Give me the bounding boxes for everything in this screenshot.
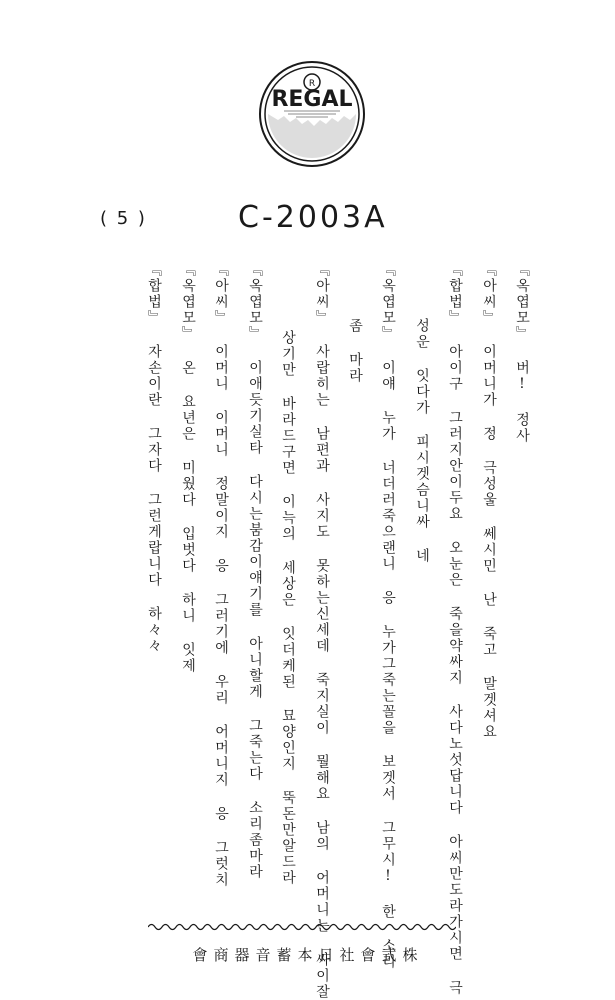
page-number: ( 5 ) [100,208,147,229]
publisher-name: 會商器音蓄本日社會式株 [192,946,424,964]
lyric-column: 『옥엽모』 온 요년은 미웠다 입벗다 하니 잇제 [180,262,196,674]
lyric-column: 『옥엽모』 이애듯기실타 다시는붐감이얘기를 아니할게 그죽는다 소리좀마라 [247,262,263,880]
lyric-column: 『아씨』 이머니가 정 극성울 쎄시민 난 죽고 말겟셔요 [481,262,497,740]
lyric-column: 『합법』 자손이란 그자다 그런게랍니다 하々々 [146,262,162,654]
lyric-column: 좀 마라 [347,318,363,384]
lyric-column: 상기만 바라드구면 이늑의 세상은 잇더케된 묘양인지 뚝돈만알드라 [280,330,296,886]
regal-logo-graphic [258,60,366,168]
lyric-column: 『아씨』 사랍히는 남편과 사지도 못하는신세데 죽지실이 뭘해요 남의 어머니는 싸이잘 [314,262,330,1000]
lyric-column: 『아씨』 이머니 이머니 정말이지 응 그러기에 우리 어머니지 응 그럿치 [213,262,229,888]
catalog-number: C-2003A [238,200,388,235]
svg-text:REGAL: REGAL [271,87,353,112]
footer-wavy-rule [148,922,456,932]
svg-text:R: R [308,79,316,89]
lyric-column: 『합법』 아이구 그러지안이두요 오눈은 죽을약싸지 사다노섯답니다 아씨만도라가시면 극 [447,262,463,996]
regal-logo [258,60,366,168]
lyric-column: 『옥엽모』 버! 정사 [514,262,530,444]
lyric-column: 『옥엽모』 이얘 누가 너더러죽으랜니 응 누가그죽는꼴을 보겟서 그무시! 한 소리 [380,262,396,970]
lyric-column: 성운 잇다가 피시겟슴니싸 네 [414,318,430,564]
